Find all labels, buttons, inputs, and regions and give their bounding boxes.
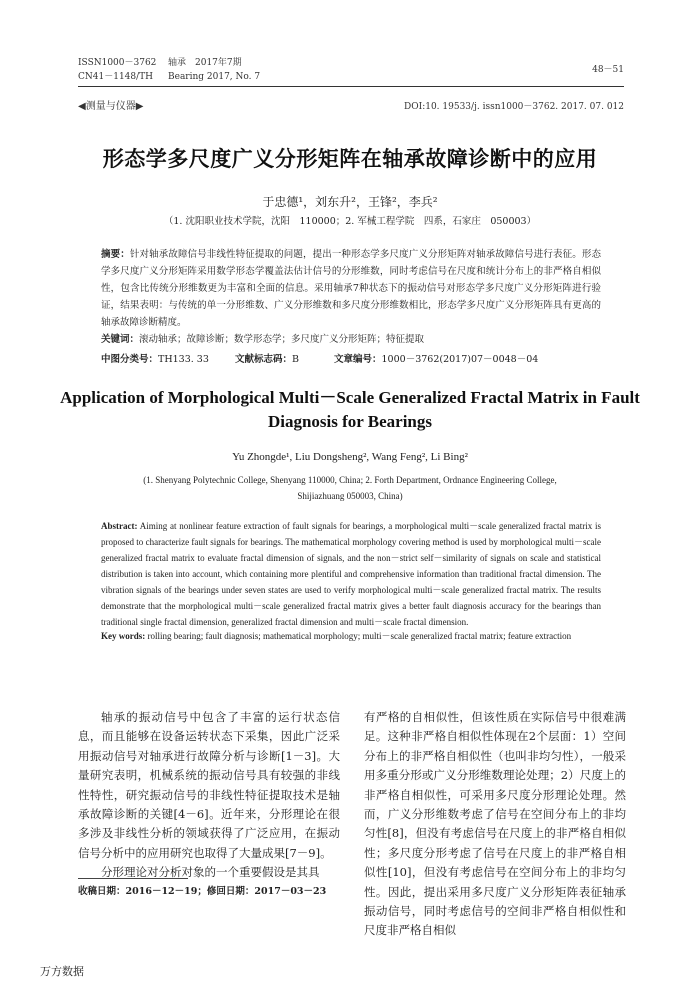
doi: DOI:10. 19533/j. issn1000－3762. 2017. 07. 012 — [404, 102, 624, 112]
body-paragraph: 轴承的振动信号中包含了丰富的运行状态信息，而且能够在设备运转状态下采集，因此广泛采用振动信号对轴承进行故障分析与诊断[1－3]。大量研究表明，机械系统的振动信号具有较强的非线性特性，研究振动信号的非线性特征提取技术是轴承故障诊断的关键[4－6]。近年来，分形理论在很多涉及非线性分析的领域获得了广泛应用，在振动信号分析中的应用研究也取得了大量成果[7－9]。 — [78, 710, 340, 860]
abstract-en — [101, 518, 601, 630]
keywords-en-text: rolling bearing; fault diagnosis; mathematical morphology; multi－scale generalized fractal matrix; feature extraction — [147, 631, 572, 641]
body-column-right — [364, 708, 626, 941]
affiliations-cn: （1. 沈阳职业技术学院，沈阳 110000；2. 军械工程学院 四系，石家庄 050003） — [163, 216, 537, 227]
clc-value: TH133. 33 — [158, 354, 209, 365]
body-paragraph: 有严格的自相似性，但该性质在实际信号中很难满足。这种非严格自相似性体现在2个层面：1）空间分布上的非严格自相似性（也叫非均匀性），一般采用多重分形或广义分形维数理论处理；2）尺度上的非严格自相似性，可采用多尺度分形理论处理。然而，广义分形维数考虑了信号在空间分布上的非均匀性[8]，但没有考虑信号在尺度上的非严格自相似性；多尺度分形考虑了信号在尺度上的非严格自相似性[10]，但没有考虑信号在空间分布上的非均匀性。因此，提出采用多尺度广义分形矩阵表征轴承振动信号，同时考虑信号的空间非严格自相似性和尺度非严格自相似 — [364, 710, 626, 938]
abstract-en-label: Abstract: — [101, 521, 138, 531]
header-rule — [78, 86, 624, 87]
footnote-rule — [78, 878, 188, 879]
body-column-left — [78, 708, 340, 883]
keywords-cn-label: 关键词： — [101, 334, 140, 345]
abstract-en-text: Aiming at nonlinear feature extraction of fault signals for bearings, a morphological multi－scale generalized fractal matrix is proposed to characterize fault signals for bearings. The mathematical morphology covering method is used by morphological multi－scale generalized fractal matrix to evaluate fractal dimension of signals, and the non－strict self－similarity of signals on scale and statistical distribution is taken into account, which containing more plentiful and comprehensive information than traditional fractal dimension. The vibration signals of the bearings under seven states are used to verify morphological multi－scale generalized fractal matrix. The results demonstrate that the morphological multi－scale generalized fractal matrix gives a better fault diagnosis accuracy for the bearings than traditional single fractal dimension, generalized fractal dimension and multi－scale fractal dimension. — [101, 521, 601, 627]
keywords-cn — [101, 331, 601, 348]
clc-label: 中图分类号： — [101, 354, 159, 365]
wanfang-logo: 万方数据 — [40, 965, 84, 978]
affiliations-en: (1. Shenyang Polytechnic College, Shenyang 110000, China; 2. Forth Department, Ordnance Engineering College, Shijiazhuang 050003, China) — [143, 475, 557, 501]
body-paragraph: 分形理论对分析对象的一个重要假设是其具 — [101, 865, 320, 880]
header-journal-en: Bearing 2017, No. 7 — [168, 72, 261, 82]
meta-doccode — [235, 351, 299, 365]
received-date: 收稿日期：2016－12－19；修回日期：2017－03－23 — [78, 886, 327, 897]
header-pages: 48－51 — [592, 65, 624, 75]
keywords-en — [101, 628, 601, 644]
keywords-cn-text: 滚动轴承；故障诊断；数学形态学；多尺度广义分形矩阵；特征提取 — [139, 334, 425, 345]
page-title-en: Application of Morphological Multi－Scale Generalized Fractal Matrix in Fault Diagnosis for Bearings — [60, 388, 640, 431]
header-journal-cn: 轴承 2017年7期 — [168, 58, 242, 68]
header-issn: ISSN1000－3762 — [78, 58, 157, 68]
doccode-label: 文献标志码： — [235, 354, 293, 365]
abstract-cn-text: 针对轴承故障信号非线性特征提取的问题，提出一种形态学多尺度广义分形矩阵对轴承故障信号进行表征。形态学多尺度广义分形矩阵采用数学形态学覆盖法估计信号的分形维数，同时考虑信号在尺度和统计分布上的非严格自相似性，包含比传统分形维数更为丰富和全面的信息。采用轴承7种状态下的振动信号对形态学多尺度广义分形矩阵进行验证，结果表明：与传统的单一分形维数、广义分形维数和多尺度分形维数相比，形态学多尺度广义分形矩阵具有更高的轴承故障诊断精度。 — [101, 249, 601, 328]
meta-clc — [101, 351, 209, 365]
authors-en: Yu Zhongde¹, Liu Dongsheng², Wang Feng², Li Bing² — [232, 451, 468, 463]
abstract-cn — [101, 246, 601, 348]
article-label: 文章编号： — [334, 354, 382, 365]
header-cn: CN41－1148/TH — [78, 72, 154, 82]
authors-cn: 于忠德¹，刘东升²，王锋²，李兵² — [262, 195, 438, 209]
meta-article — [334, 351, 538, 365]
doccode-value: B — [292, 354, 299, 365]
page-title-cn: 形态学多尺度广义分形矩阵在轴承故障诊断中的应用 — [102, 146, 598, 171]
article-value: 1000－3762(2017)07－0048－04 — [381, 354, 539, 365]
keywords-en-label: Key words: — [101, 631, 146, 641]
abstract-cn-label: 摘要： — [101, 249, 130, 260]
section-label: ◀测量与仪器▶ — [78, 101, 144, 112]
